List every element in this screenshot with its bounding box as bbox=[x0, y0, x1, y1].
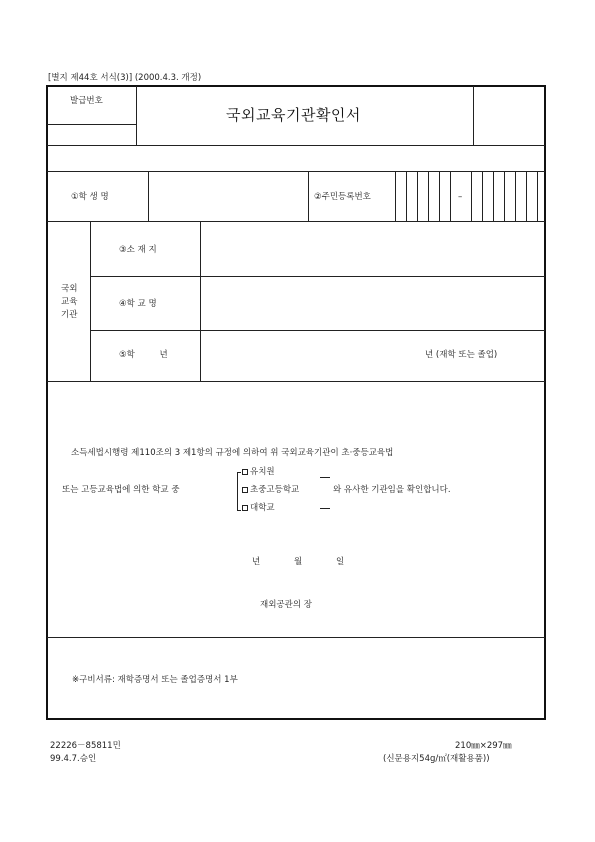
option-secondary-school: 초중고등학교 bbox=[242, 485, 299, 495]
location-label: ③소 재 지 bbox=[119, 245, 157, 255]
institution-group-divider bbox=[90, 222, 91, 381]
digit-cell-divider bbox=[428, 172, 429, 221]
grade-label: ⑤학 년 bbox=[119, 350, 168, 360]
options-bracket bbox=[237, 472, 238, 510]
footer-paper: (신문용지54g/㎡(재활용품)) bbox=[383, 754, 490, 764]
checkbox-university[interactable] bbox=[242, 505, 248, 511]
digit-cell-divider bbox=[439, 172, 440, 221]
title-left-divider bbox=[136, 86, 137, 145]
name-field-divider bbox=[148, 172, 149, 221]
issue-number-label: 발급번호 bbox=[70, 96, 103, 106]
digit-cell-divider bbox=[471, 172, 472, 221]
footer-size: 210㎜×297㎜ bbox=[455, 741, 512, 751]
digit-cell-divider bbox=[526, 172, 527, 221]
footer-code: 22226－85811민 bbox=[50, 741, 121, 751]
digit-cell-divider bbox=[504, 172, 505, 221]
row-divider bbox=[91, 330, 545, 331]
institution-field-divider bbox=[200, 222, 201, 381]
resident-number-separator: – bbox=[458, 192, 463, 202]
resident-digits-divider bbox=[395, 172, 396, 221]
date-month: 월 bbox=[294, 557, 303, 567]
page-title: 국외교육기관확인서 bbox=[226, 106, 361, 124]
option-dash bbox=[320, 508, 330, 509]
digit-cell-divider bbox=[515, 172, 516, 221]
statement-line1: 소득세법시행령 제110조의 3 제1항의 규정에 의하여 위 국외교육기관이 초·중등교육법 bbox=[71, 448, 394, 458]
option-kindergarten: 유치원 bbox=[242, 467, 275, 477]
row-divider bbox=[47, 381, 545, 382]
attachment-note: ※구비서류: 재학증명서 또는 졸업증명서 1부 bbox=[72, 675, 238, 685]
resident-label-left-divider bbox=[308, 172, 309, 221]
date-day: 일 bbox=[336, 557, 345, 567]
options-bracket bbox=[237, 472, 241, 473]
date-year: 년 bbox=[252, 557, 261, 567]
footer-approval: 99.4.7.승인 bbox=[50, 754, 97, 764]
digit-cell-divider bbox=[450, 172, 451, 221]
digit-cell-divider bbox=[482, 172, 483, 221]
statement-line2-suffix: 와 유사한 기관임을 확인합니다. bbox=[333, 485, 451, 495]
issue-number-divider bbox=[47, 124, 137, 125]
digit-cell-divider bbox=[537, 172, 538, 221]
row-divider bbox=[91, 276, 545, 277]
row-divider bbox=[47, 637, 545, 638]
statement-line2-prefix: 또는 고등교육법에 의한 학교 중 bbox=[62, 485, 180, 495]
row-divider bbox=[47, 221, 545, 222]
grade-value: 년 (재학 또는 졸업) bbox=[425, 350, 498, 360]
digit-cell-divider bbox=[493, 172, 494, 221]
issuer-label: 재외공관의 장 bbox=[260, 600, 312, 610]
resident-number-label: ②주민등록번호 bbox=[314, 192, 371, 202]
row-divider bbox=[47, 145, 545, 146]
digit-cell-divider bbox=[406, 172, 407, 221]
options-bracket bbox=[237, 510, 241, 511]
student-name-label: ①학 생 명 bbox=[71, 192, 109, 202]
school-name-label: ④학 교 명 bbox=[119, 299, 157, 309]
option-dash bbox=[320, 477, 330, 478]
option-university: 대학교 bbox=[242, 503, 275, 513]
title-right-divider bbox=[473, 86, 474, 145]
digit-cell-divider bbox=[417, 172, 418, 221]
checkbox-secondary-school[interactable] bbox=[242, 487, 248, 493]
checkbox-kindergarten[interactable] bbox=[242, 469, 248, 475]
form-header: [별지 제44호 서식(3)] (2000.4.3. 개정) bbox=[48, 73, 202, 83]
institution-group-label: 국외 교육 기관 bbox=[61, 284, 78, 320]
